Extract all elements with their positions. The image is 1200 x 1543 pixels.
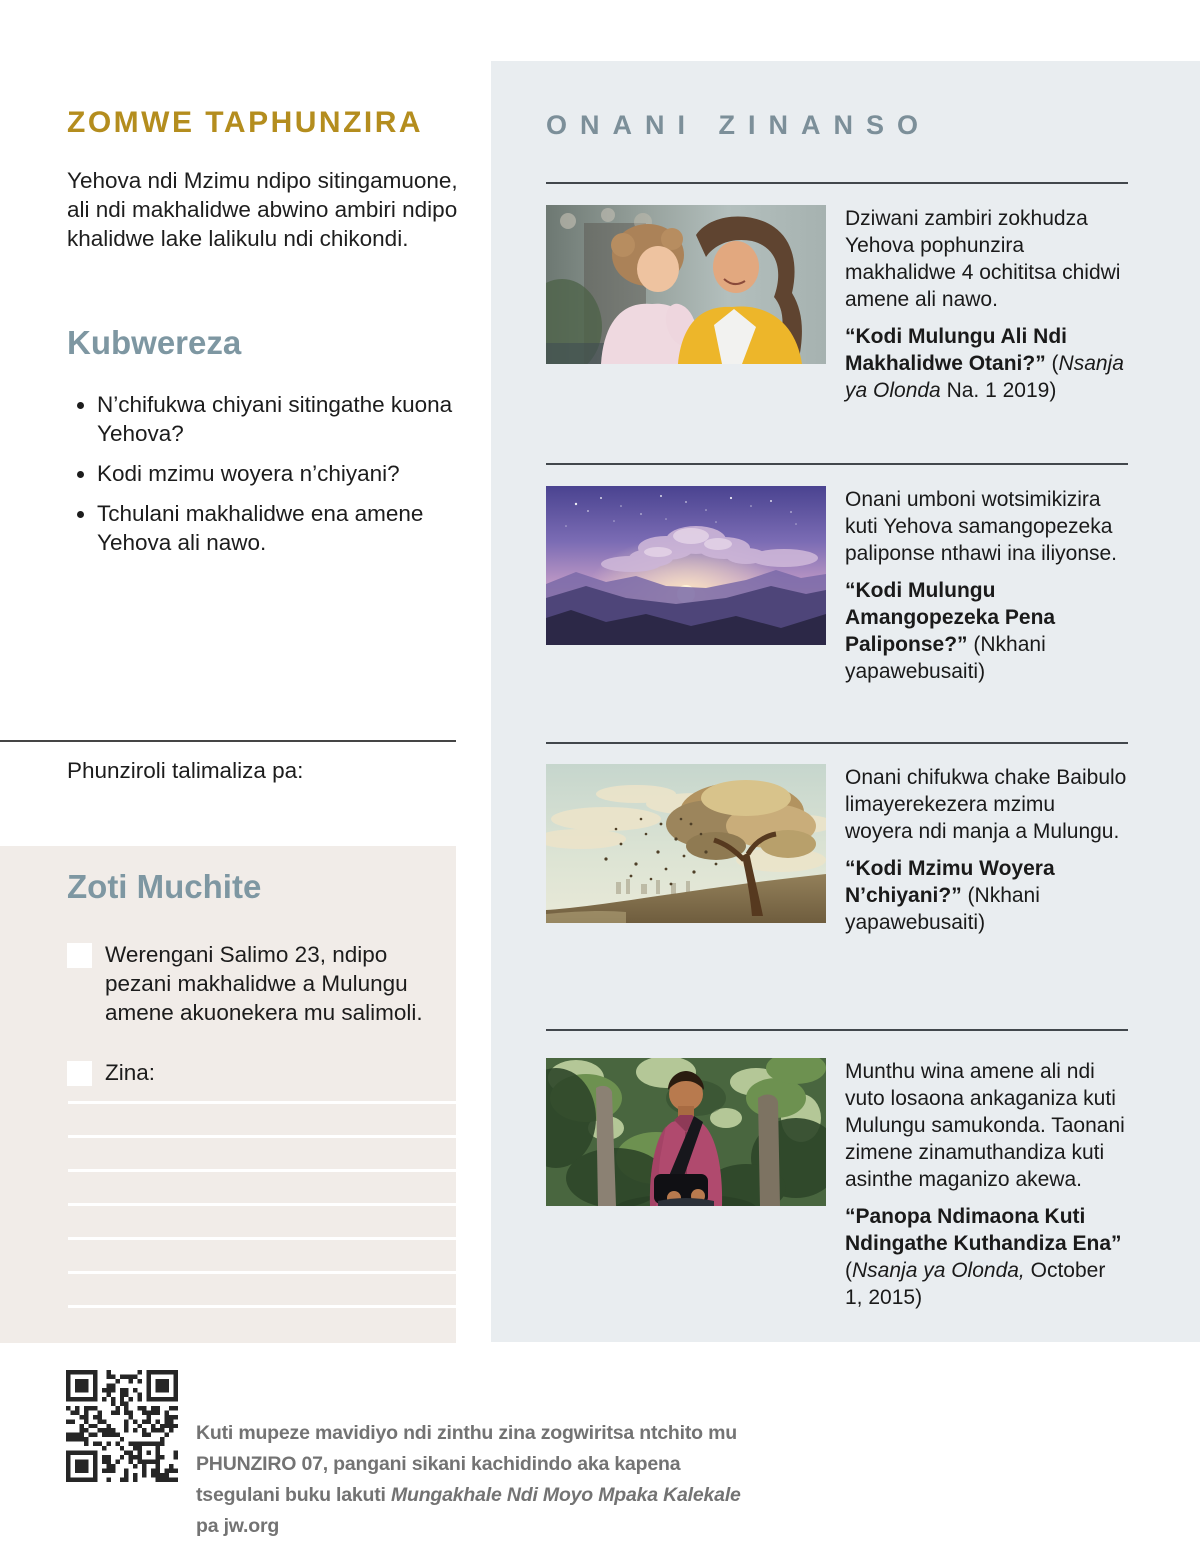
see-also-entry [546,764,1128,936]
entry-divider [546,742,1128,744]
review-bullet: • N’chifukwa chiyani sitingathe kuona Yehova? [97,390,467,448]
writing-line [68,1135,456,1138]
entry-reference [845,1203,1128,1311]
see-also-entry [546,486,1128,685]
action-box [0,846,456,1343]
entry-source-rest: October 1, 2015) [845,1259,1106,1309]
windblown-tree-svg [546,764,826,923]
entry-divider [546,182,1128,184]
footer-book-title: Mungakhale Ndi Moyo Mpaka Kalekale [390,1484,741,1506]
entry-reference [845,855,1128,936]
lesson-summary-body: Yehova ndi Mzimu ndipo sitingamuone, ali ndi makhalidwe abwino ambiri ndipo khalidwe lake lalikulu ndi chikondi. [67,168,458,251]
entry-text [845,764,1128,936]
action-item-label: Werengani Salimo 23, ndipo pezani makhalidwe a Mulungu amene akuonekera mu salimoli. [105,942,423,1025]
entry-source-rest: Nkhani yapawebusaiti) [845,884,1040,934]
entry-body: Onani umboni wotsimikizira kuti Yehova samangopezeka paliponse nthawi ina iliyonse. [845,488,1118,565]
checkbox[interactable] [67,943,92,968]
lesson-summary-title: ZOMWE TAPHUNZIRA [67,106,424,139]
writing-line [68,1169,456,1172]
entry-source-open: ( [961,884,975,907]
illustration-dusk-mountains [546,486,826,645]
entry-body: Munthu wina amene ali ndi vuto losaona ankaganiza kuti Mulungu samukonda. Taonani zimene zinamuthandiza kuti asinthe maganizo akewa. [845,1060,1125,1191]
completion-label: Phunziroli talimaliza pa: [67,758,304,783]
entry-text [845,1058,1128,1311]
dusk-mountains-svg [546,486,826,645]
see-also-entry [546,205,1128,404]
entry-divider [546,1029,1128,1031]
footer-text-before: Kuti mupeze mavidiyo ndi zinthu zina zogwiritsa ntchito mu PHUNZIRO 07, pangani sikani kachidindo aka kapena tsegulani buku lakuti [196,1422,737,1506]
footer-text [196,1418,761,1542]
entry-text [845,486,1128,685]
photo-man-pink-shirt [546,1058,826,1206]
entry-source-open: ( [967,633,981,656]
left-divider [0,740,456,742]
entry-source-open: ( [845,1259,852,1282]
action-title: Zoti Muchite [67,868,262,905]
entry-divider [546,463,1128,465]
qr-code [66,1370,178,1482]
writing-line [68,1237,456,1240]
entry-source-italic: Nsanja ya Olonda [845,352,1124,402]
review-title: Kubwereza [67,324,242,361]
man-pink-shirt-svg [546,1058,826,1206]
illustration-windblown-tree [546,764,826,923]
review-list [67,390,467,568]
action-item-label: Zina: [105,1060,156,1085]
entry-title: “Kodi Mulungu Ali Ndi Makhalidwe Otani?” [845,325,1068,375]
entry-reference [845,323,1128,404]
writing-line [68,1203,456,1206]
photo-mother-and-child [546,205,826,364]
photo-mother-and-child-svg [546,205,826,364]
entry-source-rest: Na. 1 2019) [940,379,1057,402]
entry-reference [845,577,1128,685]
entry-text [845,205,1128,404]
footer-text-after: pa jw.org [196,1515,280,1537]
see-also-title: ONANI ZINANSO [546,110,931,140]
entry-title: “Panopa Ndimaona Kuti Ndingathe Kuthandiza Ena” [845,1205,1122,1255]
review-bullet: • Tchulani makhalidwe ena amene Yehova ali nawo. [97,499,467,557]
entry-body: Dziwani zambiri zokhudza Yehova pophunzira makhalidwe 4 ochititsa chidwi amene ali nawo. [845,207,1121,311]
entry-title: “Kodi Mulungu Amangopezeka Pena Paliponse?” [845,579,1056,656]
writing-lines [68,1101,456,1339]
writing-line [68,1101,456,1104]
action-item [67,940,440,1027]
review-bullet: • Kodi mzimu woyera n’chiyani? [97,459,467,488]
action-item [67,1058,440,1087]
writing-line [68,1271,456,1274]
entry-source-rest: Nkhani yapawebusaiti) [845,633,1046,683]
checkbox[interactable] [67,1061,92,1086]
entry-source-open: ( [1045,352,1059,375]
see-also-entry [546,1058,1128,1311]
entry-title: “Kodi Mzimu Woyera N’chiyani?” [845,857,1055,907]
entry-body: Onani chifukwa chake Baibulo limayerekezera mzimu woyera ndi manja a Mulungu. [845,766,1127,843]
entry-source-italic: Nsanja ya Olonda, [852,1259,1025,1282]
writing-line [68,1305,456,1308]
